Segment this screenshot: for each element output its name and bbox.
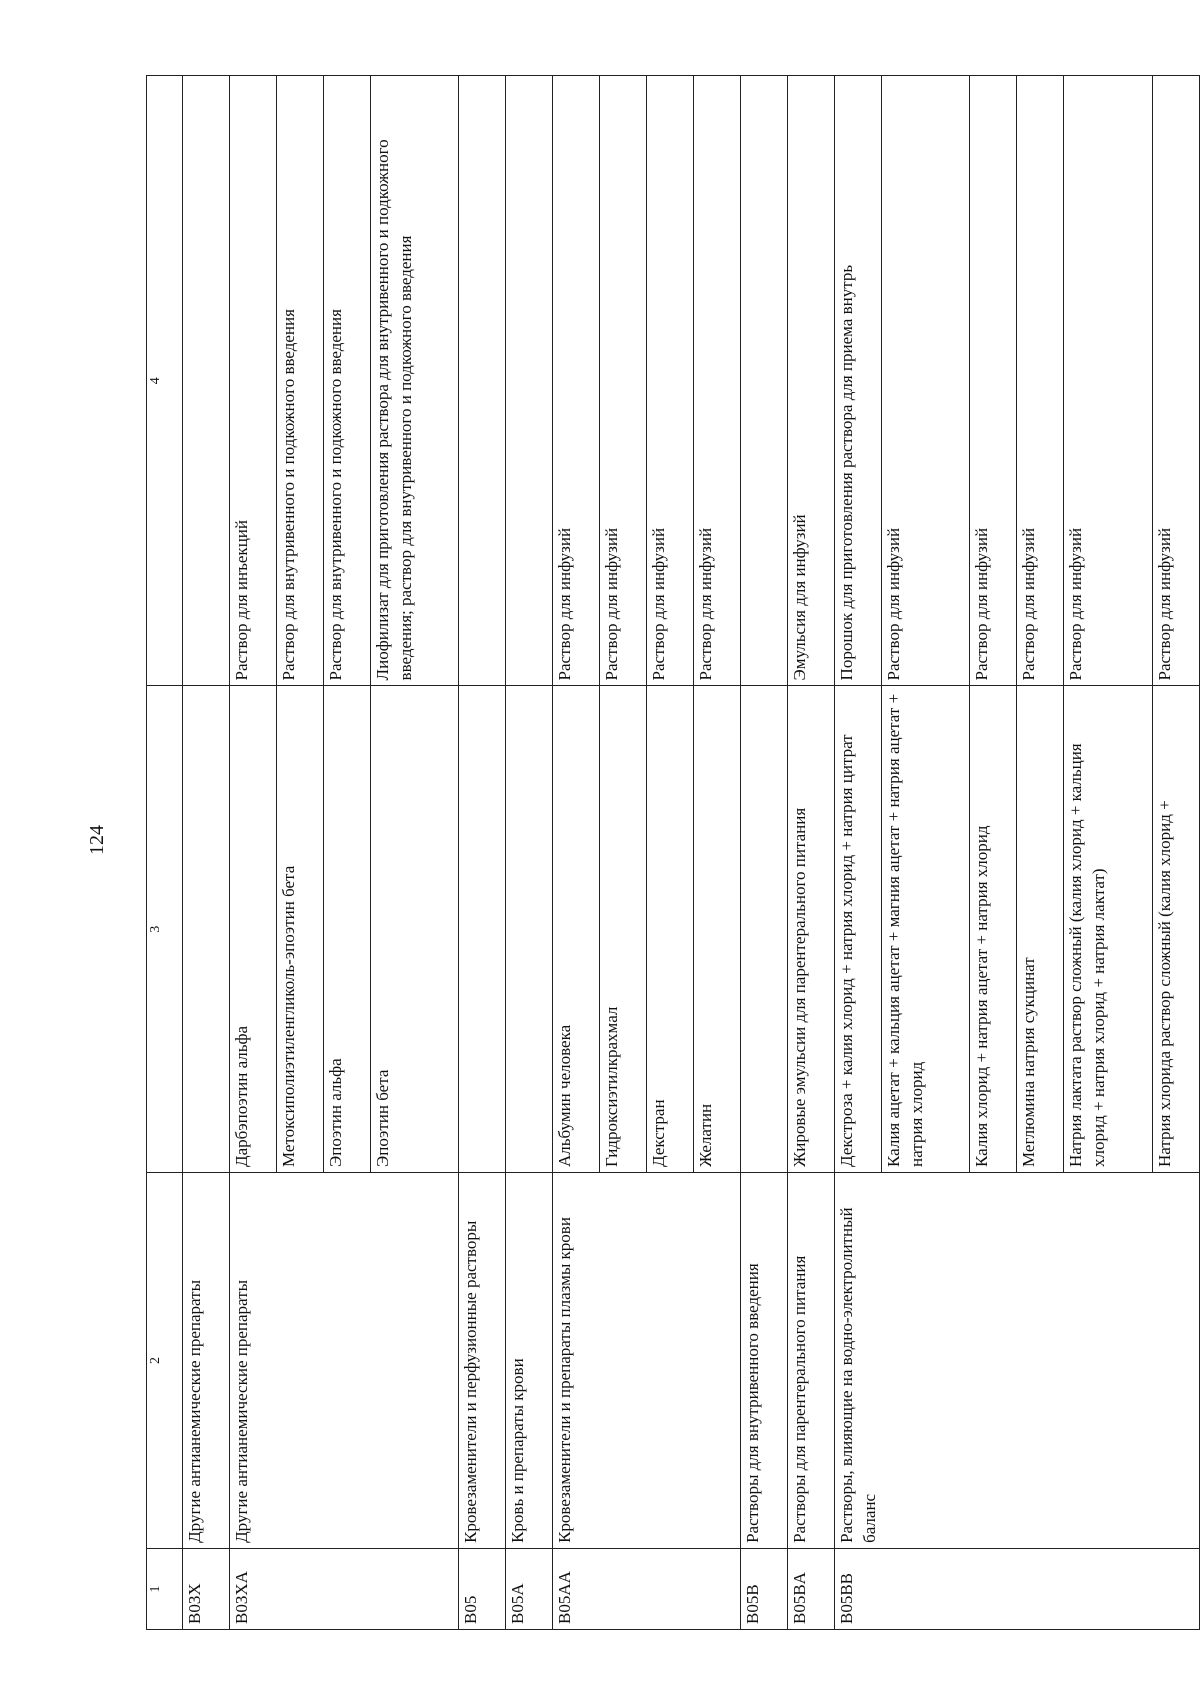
group-cell: Другие антианемические препараты — [183, 1172, 230, 1548]
form-cell: Раствор для инфузий — [1017, 76, 1064, 686]
table-row — [834, 76, 881, 1630]
table-row — [229, 76, 276, 1630]
substance-cell: Натрия лактата раствор сложный (калия хлорид + кальция хлорид + натрия хлорид + натрия лактат) — [1064, 686, 1153, 1173]
atc-code-cell: B05AA — [553, 1548, 741, 1629]
form-cell: Раствор для инфузий — [1064, 76, 1153, 686]
substance-cell: Дарбэпоэтин альфа — [229, 686, 276, 1173]
form-cell: Раствор для инфузий — [881, 76, 970, 686]
substance-cell — [183, 686, 230, 1173]
form-cell — [183, 76, 230, 686]
substance-cell: Натрия хлорида раствор сложный (калия хлорид + — [1152, 686, 1199, 1173]
substance-cell: Калия хлорид + натрия ацетат + натрия хлорид — [970, 686, 1017, 1173]
header-row — [147, 76, 183, 1630]
substance-cell: Эпоэтин альфа — [323, 686, 370, 1173]
header-cell-1: 1 — [147, 1548, 183, 1629]
form-cell: Раствор для внутривенного и подкожного введения — [323, 76, 370, 686]
substance-cell: Жировые эмульсии для парентерального питания — [788, 686, 835, 1173]
form-cell: Лиофилизат для приготовления раствора для внутривенного и подкожного введения; раствор для внутривенного и подкожного введения — [370, 76, 459, 686]
form-cell: Эмульсия для инфузий — [788, 76, 835, 686]
form-cell: Раствор для инфузий — [600, 76, 647, 686]
substance-cell — [506, 686, 553, 1173]
atc-code-cell: B05 — [459, 1548, 506, 1629]
atc-code-cell: B05A — [506, 1548, 553, 1629]
table-row — [553, 76, 600, 1630]
atc-code-cell: B05BB — [834, 1548, 1199, 1629]
substance-cell — [741, 686, 788, 1173]
group-cell: Другие антианемические препараты — [229, 1172, 458, 1548]
substance-cell: Декстран — [647, 686, 694, 1173]
substance-cell — [459, 686, 506, 1173]
substance-cell: Декстроза + калия хлорид + натрия хлорид + натрия цитрат — [834, 686, 881, 1173]
table-row — [506, 76, 553, 1630]
table-row — [459, 76, 506, 1630]
atc-code-cell: B05B — [741, 1548, 788, 1629]
page-number: 124 — [86, 825, 108, 855]
form-cell: Раствор для инфузий — [970, 76, 1017, 686]
table-row — [788, 76, 835, 1630]
substance-cell: Желатин — [694, 686, 741, 1173]
form-cell: Порошок для приготовления раствора для приема внутрь — [834, 76, 881, 686]
group-cell: Растворы для внутривенного введения — [741, 1172, 788, 1548]
atc-code-cell: B05BA — [788, 1548, 835, 1629]
group-cell: Кровезаменители и перфузионные растворы — [459, 1172, 506, 1548]
form-cell: Раствор для инфузий — [647, 76, 694, 686]
table-row — [183, 76, 230, 1630]
form-cell: Раствор для внутривенного и подкожного введения — [276, 76, 323, 686]
group-cell: Растворы, влияющие на водно-электролитный баланс — [834, 1172, 1199, 1548]
substance-cell: Калия ацетат + кальция ацетат + магния ацетат + натрия ацетат + натрия хлорид — [881, 686, 970, 1173]
substance-cell: Меглюмина натрия сукцинат — [1017, 686, 1064, 1173]
header-cell-2: 2 — [147, 1172, 183, 1548]
group-cell: Растворы для парентерального питания — [788, 1172, 835, 1548]
form-cell: Раствор для инфузий — [553, 76, 600, 686]
header-cell-3: 3 — [147, 686, 183, 1173]
form-cell — [459, 76, 506, 686]
form-cell: Раствор для инфузий — [694, 76, 741, 686]
group-cell: Кровезаменители и препараты плазмы крови — [553, 1172, 741, 1548]
form-cell — [741, 76, 788, 686]
header-cell-4: 4 — [147, 76, 183, 686]
atc-code-cell: B03XA — [229, 1548, 458, 1629]
substance-cell: Эпоэтин бета — [370, 686, 459, 1173]
group-cell: Кровь и препараты крови — [506, 1172, 553, 1548]
table-row — [741, 76, 788, 1630]
form-cell: Раствор для инъекций — [229, 76, 276, 686]
atc-code-cell: B03X — [183, 1548, 230, 1629]
drug-table — [146, 75, 1200, 1630]
form-cell: Раствор для инфузий — [1152, 76, 1199, 686]
form-cell — [506, 76, 553, 686]
substance-cell: Гидроксиэтилкрахмал — [600, 686, 647, 1173]
substance-cell: Альбумин человека — [553, 686, 600, 1173]
substance-cell: Метоксиполиэтиленгликоль-эпоэтин бета — [276, 686, 323, 1173]
